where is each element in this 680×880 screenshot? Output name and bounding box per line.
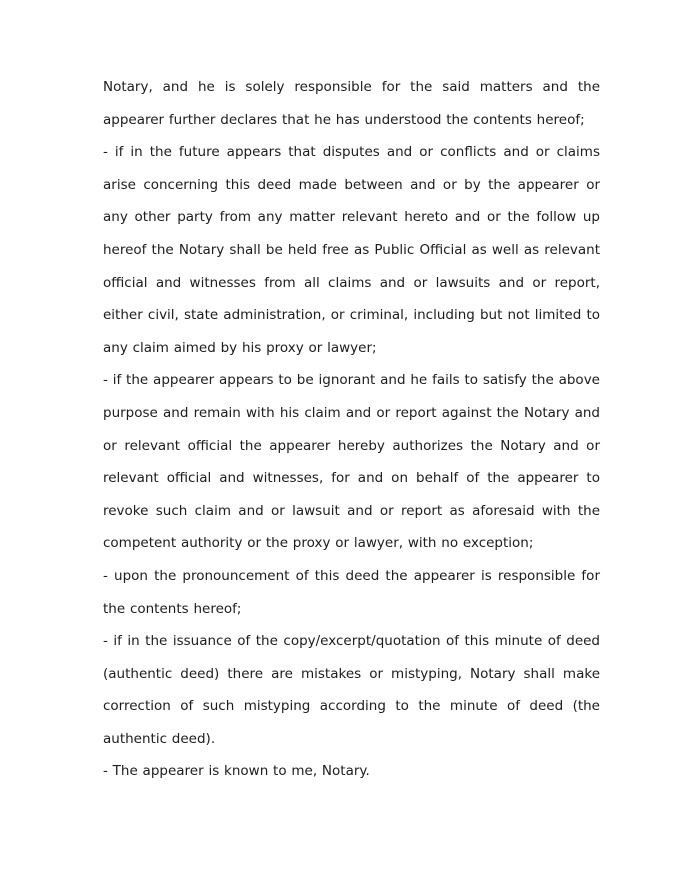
paragraph-appearer-known-statement: - The appearer is known to me, Notary. xyxy=(103,763,370,780)
paragraph-pronouncement-clause: - upon the pronouncement of this deed the appearer is responsible for the contents hereof; xyxy=(103,567,600,617)
paragraph-notary-responsibility: Notary, and he is solely responsible for the said matters and the appearer further declares that he has understood the contents hereof; xyxy=(103,79,600,128)
paragraph-copy-correction-clause: - if in the issuance of the copy/excerpt/quotation of this minute of deed (authentic deed) there are mistakes or mistyping, Notary shall make correction of such mistyping according to the minute of deed (the authentic deed). xyxy=(103,633,600,747)
paragraph-ignorant-appearer-clause: - if the appearer appears to be ignorant and he fails to satisfy the above purpose and remain with his claim and or report against the Notary and or relevant official the appearer hereby authorizes the Notary and or relevant official and witnesses, for and on behalf of the appearer to revoke such claim and or lawsuit and or report as aforesaid with the competent authority or the proxy or lawyer, with no exception; xyxy=(103,372,600,552)
document-body xyxy=(103,71,600,788)
paragraph-future-disputes-clause: - if in the future appears that disputes and or conflicts and or claims arise concerning this deed made between and or by the appearer or any other party from any matter relevant hereto and or the follow up hereof the Notary shall be held free as Public Official as well as relevant official and witnesses from all claims and or lawsuits and or report, either civil, state administration, or criminal, including but not limited to any claim aimed by his proxy or lawyer; xyxy=(103,144,600,356)
